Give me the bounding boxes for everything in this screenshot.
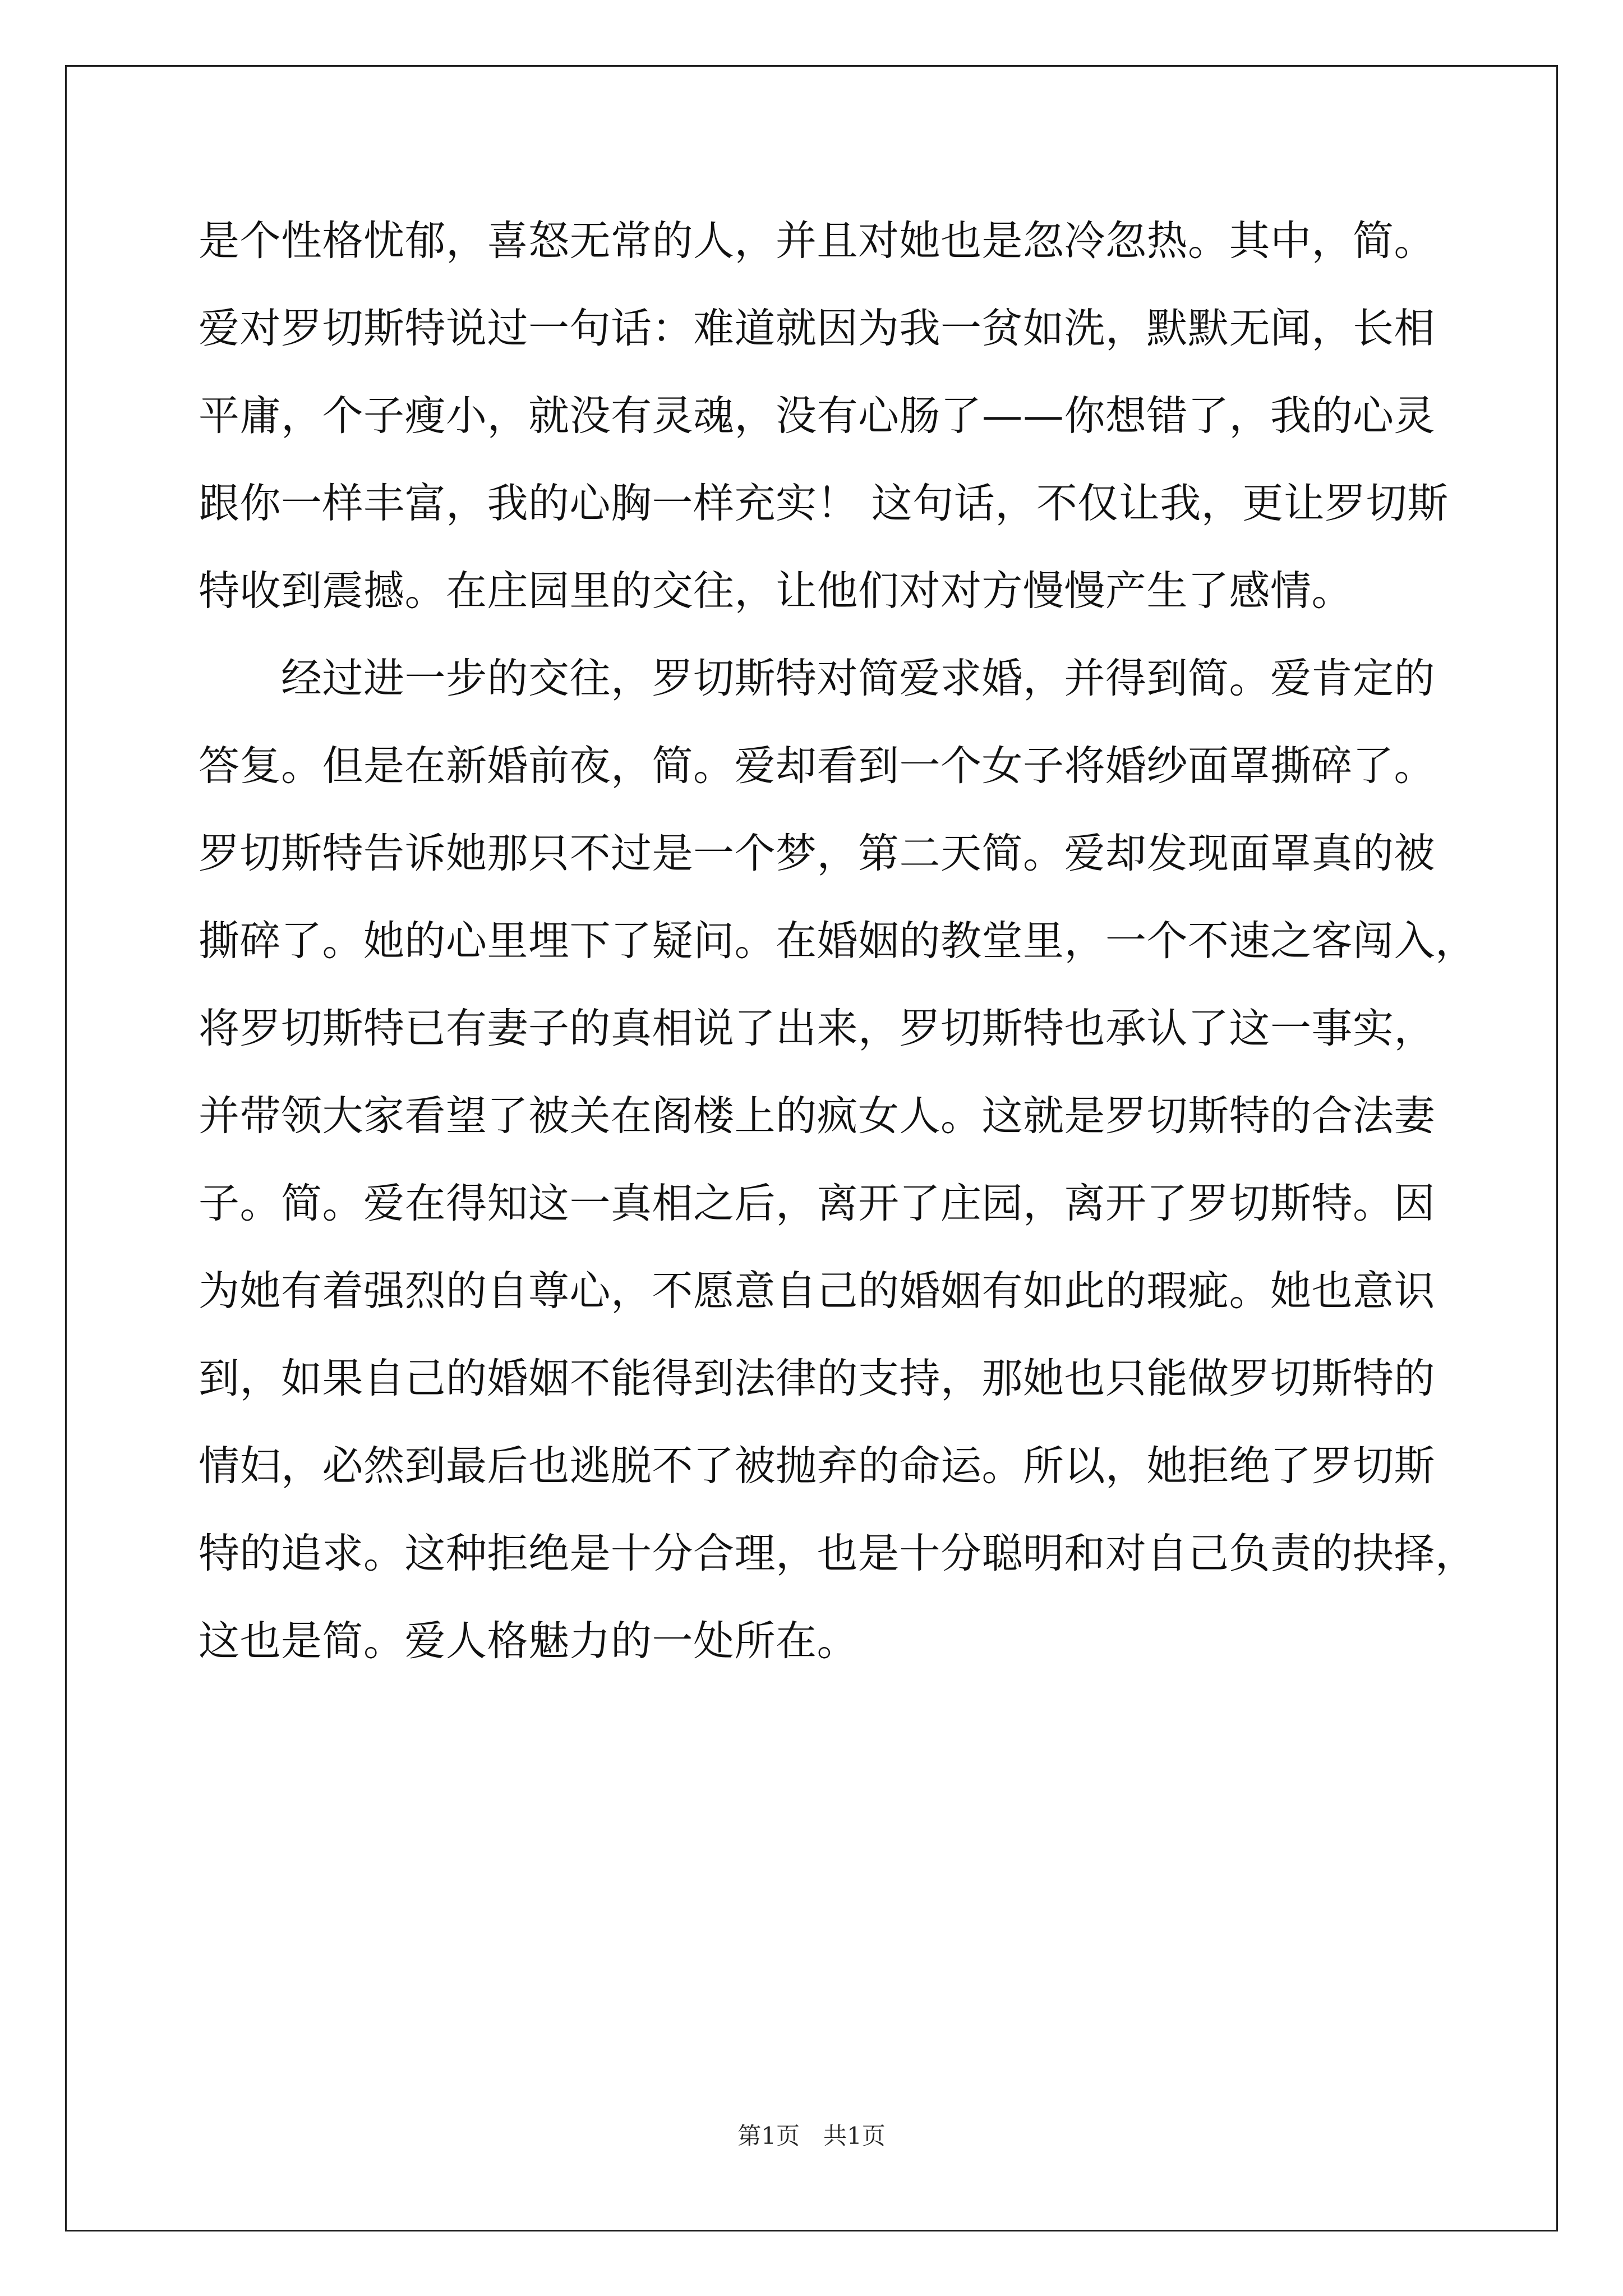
text-line: 平庸，个子瘦小，就没有灵魂，没有心肠了——你想错了，我的心灵 <box>199 392 1435 440</box>
page-number-footer: 第1页 共1页 <box>737 2122 886 2150</box>
document-body <box>199 197 1477 1685</box>
text-line: 经过进一步的交往，罗切斯特对简爱求婚，并得到简。爱肯定的 <box>199 655 1435 702</box>
text-line: 爱对罗切斯特说过一句话：难道就因为我一贫如洗，默默无闻，长相 <box>199 305 1435 352</box>
text-line: 这也是简。爱人格魅力的一处所在。 <box>199 1617 858 1665</box>
text-line: 将罗切斯特已有妻子的真相说了出来，罗切斯特也承认了这一事实， <box>199 1005 1435 1052</box>
text-line: 为她有着强烈的自尊心，不愿意自己的婚姻有如此的瑕疵。她也意识 <box>199 1267 1435 1315</box>
text-line: 跟你一样丰富，我的心胸一样充实！ 这句话，不仅让我，更让罗切斯 <box>199 480 1449 527</box>
text-line: 撕碎了。她的心里埋下了疑问。在婚姻的教堂里，一个不速之客闯入， <box>199 917 1477 965</box>
text-line: 子。简。爱在得知这一真相之后，离开了庄园，离开了罗切斯特。因 <box>199 1180 1435 1227</box>
text-line: 罗切斯特告诉她那只不过是一个梦，第二天简。爱却发现面罩真的被 <box>199 830 1435 877</box>
text-line: 是个性格忧郁，喜怒无常的人，并且对她也是忽冷忽热。其中，简。 <box>199 217 1435 265</box>
text-line: 答复。但是在新婚前夜，简。爱却看到一个女子将婚纱面罩撕碎了。 <box>199 742 1435 790</box>
text-line: 并带领大家看望了被关在阁楼上的疯女人。这就是罗切斯特的合法妻 <box>199 1092 1435 1140</box>
text-line: 特的追求。这种拒绝是十分合理，也是十分聪明和对自己负责的抉择， <box>199 1530 1477 1577</box>
text-line: 特收到震撼。在庄园里的交往，让他们对对方慢慢产生了感情。 <box>199 567 1353 615</box>
text-line: 到，如果自己的婚姻不能得到法律的支持，那她也只能做罗切斯特的 <box>199 1355 1435 1402</box>
text-line: 情妇，必然到最后也逃脱不了被抛弃的命运。所以，她拒绝了罗切斯 <box>199 1442 1435 1490</box>
